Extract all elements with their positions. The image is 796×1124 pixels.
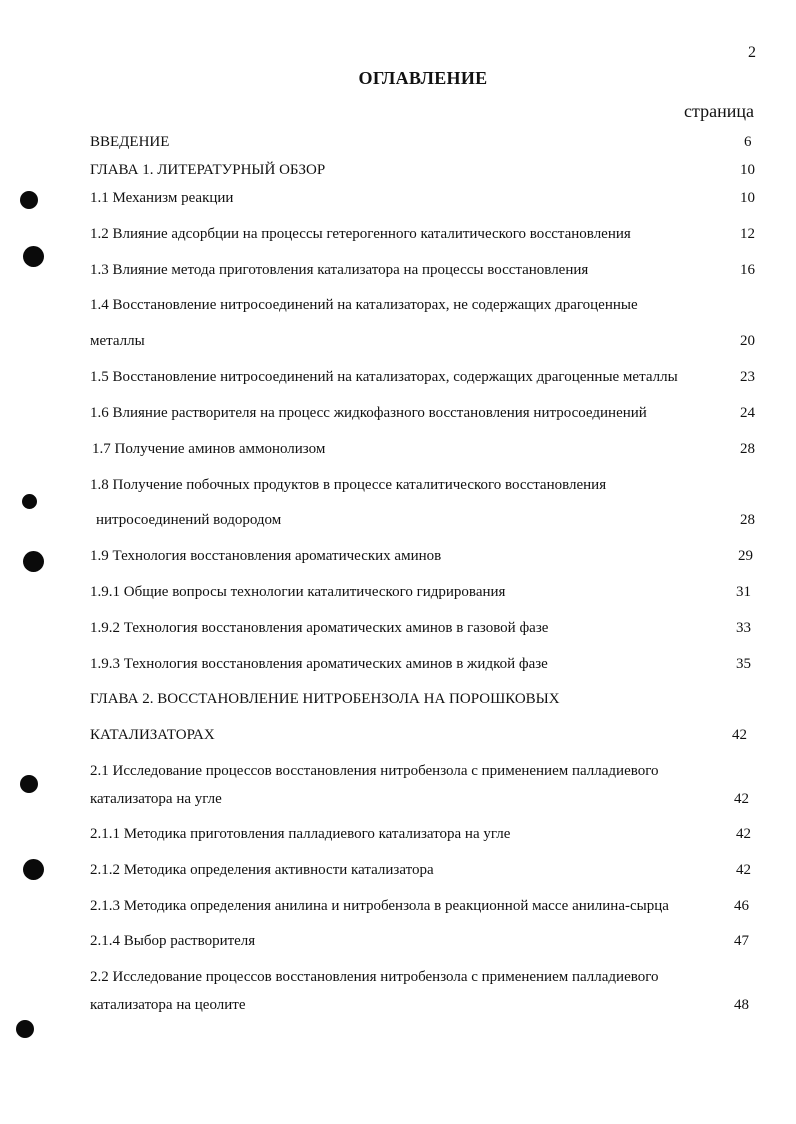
toc-page: 47 xyxy=(734,933,749,949)
toc-entry: 2.2 Исследование процессов восстановления нитробензола с применением палладиевого xyxy=(90,969,659,985)
binder-hole xyxy=(23,551,44,572)
toc-entry: 1.8 Получение побочных продуктов в процессе каталитического восстановления xyxy=(90,477,607,493)
toc-entry-chapter-1: ГЛАВА 1. ЛИТЕРАТУРНЫЙ ОБЗОР xyxy=(90,162,326,178)
toc-entry: 2.1.4 Выбор растворителя xyxy=(90,933,256,949)
binder-hole xyxy=(20,775,38,793)
toc-entry: 2.1.3 Методика определения анилина и нитробензола в реакционной массе анилина-сырца xyxy=(90,898,669,914)
page-column-label: страница xyxy=(684,101,754,121)
toc-entry-continued: нитросоединений водородом xyxy=(96,512,282,528)
toc-page: 6 xyxy=(744,134,752,150)
toc-entry: 1.9.2 Технология восстановления ароматических аминов в газовой фазе xyxy=(90,620,549,636)
toc-entry-continued: металлы xyxy=(90,333,145,349)
toc-entry-continued: КАТАЛИЗАТОРАХ xyxy=(90,727,215,743)
toc-entry-intro: ВВЕДЕНИЕ xyxy=(90,134,170,150)
toc-entry: 1.2 Влияние адсорбции на процессы гетерогенного каталитического восстановления xyxy=(90,226,631,242)
binder-hole xyxy=(23,859,44,880)
toc-page: 24 xyxy=(740,405,755,421)
toc-entry: 2.1 Исследование процессов восстановления нитробензола с применением палладиевого xyxy=(90,763,659,779)
toc-page: 48 xyxy=(734,997,749,1013)
toc-entry: 1.6 Влияние растворителя на процесс жидкофазного восстановления нитросоединений xyxy=(90,405,647,421)
toc-page: 12 xyxy=(740,226,755,242)
toc-entry: 1.9 Технология восстановления ароматических аминов xyxy=(90,548,442,564)
page-number: 2 xyxy=(748,44,756,61)
toc-entry: 2.1.1 Методика приготовления палладиевого катализатора на угле xyxy=(90,826,511,842)
toc-page: 10 xyxy=(740,190,755,206)
binder-hole xyxy=(16,1020,34,1038)
toc-page: 10 xyxy=(740,162,755,178)
binder-hole xyxy=(23,246,44,267)
toc-entry: 1.9.1 Общие вопросы технологии каталитического гидрирования xyxy=(90,584,506,600)
toc-entry-continued: катализатора на цеолите xyxy=(90,997,246,1013)
toc-page: 42 xyxy=(736,862,751,878)
binder-hole xyxy=(22,494,37,509)
toc-page: 31 xyxy=(736,584,751,600)
page-title: ОГЛАВЛЕНИЕ xyxy=(358,68,488,88)
toc-page: 46 xyxy=(734,898,749,914)
toc-entry: 1.1 Механизм реакции xyxy=(90,190,234,206)
toc-page: 33 xyxy=(736,620,751,636)
toc-entry: 1.3 Влияние метода приготовления катализатора на процессы восстановления xyxy=(90,262,589,278)
toc-entry-continued: катализатора на угле xyxy=(90,791,222,807)
toc-page: 42 xyxy=(734,791,749,807)
toc-entry: 1.7 Получение аминов аммонолизом xyxy=(92,441,326,457)
toc-page: 42 xyxy=(736,826,751,842)
toc-page: 20 xyxy=(740,333,755,349)
toc-page: 35 xyxy=(736,656,751,672)
toc-page: 28 xyxy=(740,441,755,457)
toc-entry: 1.9.3 Технология восстановления ароматических аминов в жидкой фазе xyxy=(90,656,548,672)
toc-entry: 1.4 Восстановление нитросоединений на катализаторах, не содержащих драгоценные xyxy=(90,297,638,313)
toc-page: 29 xyxy=(738,548,753,564)
toc-page: 28 xyxy=(740,512,755,528)
toc-entry-chapter-2: ГЛАВА 2. ВОССТАНОВЛЕНИЕ НИТРОБЕНЗОЛА НА ПОРОШКОВЫХ xyxy=(90,691,560,707)
toc-page: 16 xyxy=(740,262,755,278)
binder-hole xyxy=(20,191,38,209)
toc-page: 23 xyxy=(740,369,755,385)
toc-page: 42 xyxy=(732,727,747,743)
toc-entry: 1.5 Восстановление нитросоединений на катализаторах, содержащих драгоценные металлы xyxy=(90,369,678,385)
toc-entry: 2.1.2 Методика определения активности катализатора xyxy=(90,862,434,878)
